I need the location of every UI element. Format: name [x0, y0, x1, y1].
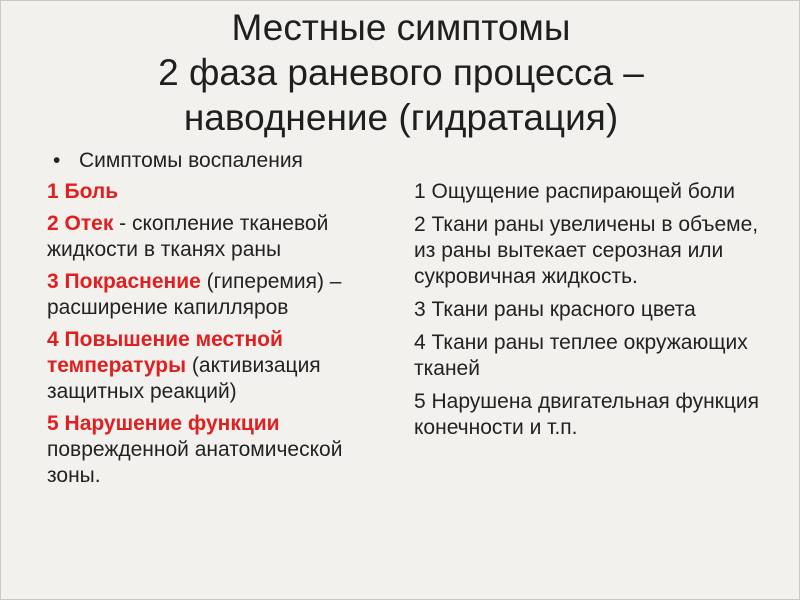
item-term: Отек — [64, 212, 114, 235]
list-item — [47, 327, 392, 405]
item-term: Боль — [64, 180, 119, 203]
title-line-3: наводнение (гидратация) — [183, 97, 619, 138]
item-number: 2 — [47, 212, 59, 235]
list-item — [47, 269, 392, 321]
bullet-icon: • — [53, 149, 61, 172]
item-number: 5 — [47, 412, 59, 435]
slide-title — [1, 5, 800, 140]
list-item — [47, 179, 392, 205]
title-line-2: 2 фаза раневого процесса – — [158, 52, 644, 93]
item-number: 1 — [47, 180, 59, 203]
list-item: 2 Ткани раны увеличены в объеме, из раны вытекает серозная или сукровичная жидкость. — [414, 213, 759, 288]
item-desc: (гиперемия) – расширение капилляров — [47, 270, 342, 319]
inflammation-symptoms-heading — [53, 147, 303, 175]
item-term: Покраснение — [64, 270, 201, 293]
item-desc: - скопление тканевой жидкости в тканях раны — [47, 212, 329, 261]
item-term: Повышение местной температуры — [47, 328, 283, 377]
item-desc: поврежденной анатомической зоны. — [47, 438, 343, 487]
list-item — [47, 211, 392, 263]
signs-list-right — [414, 179, 759, 448]
item-number: 3 — [47, 270, 59, 293]
symptoms-list-left — [47, 179, 392, 495]
title-line-1: Местные симптомы — [231, 7, 571, 48]
list-item — [47, 411, 392, 489]
list-item: 1 Ощущение распирающей боли — [414, 180, 736, 203]
inflammation-symptoms-label: Симптомы воспаления — [79, 149, 303, 172]
list-item: 3 Ткани раны красного цвета — [414, 298, 696, 321]
list-item: 5 Нарушена двигательная функция конечности и т.п. — [414, 390, 759, 439]
list-item: 4 Ткани раны теплее окружающих тканей — [414, 331, 748, 380]
item-number: 4 — [47, 328, 59, 351]
item-desc: (активизация защитных реакций) — [47, 354, 321, 403]
item-term: Нарушение функции — [64, 412, 280, 435]
